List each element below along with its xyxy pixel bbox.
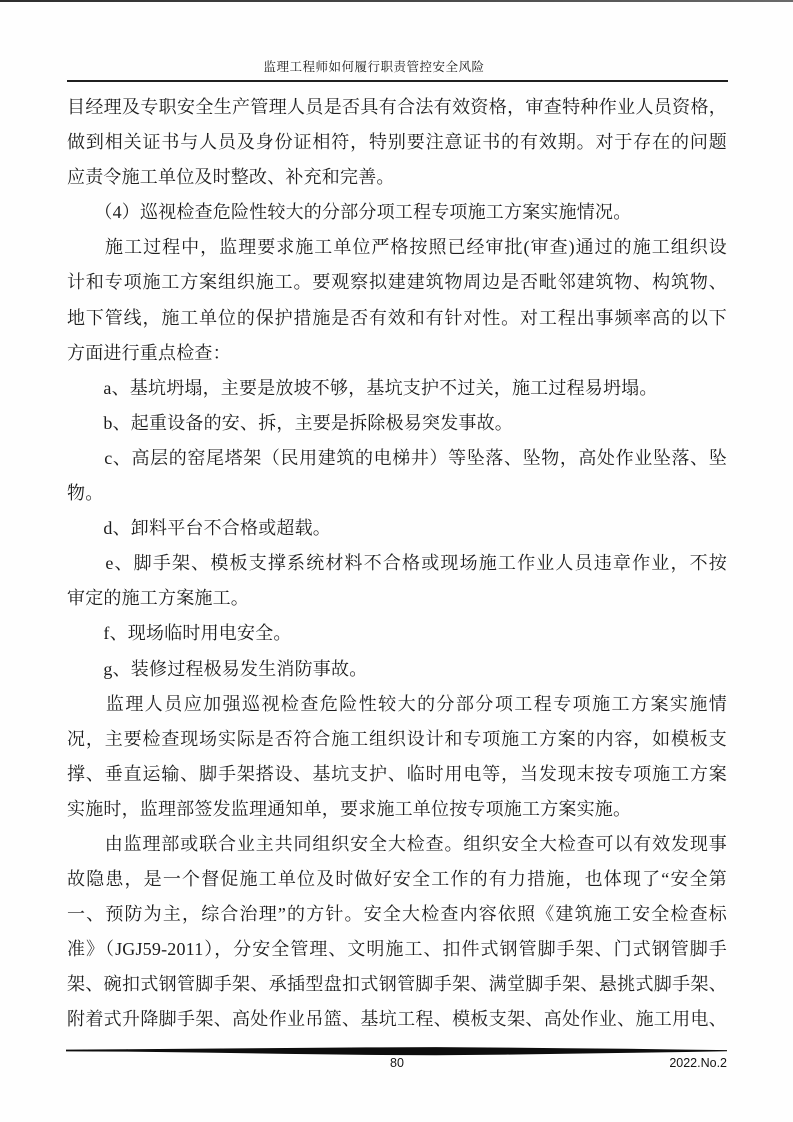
body-line-2: 做到相关证书与人员及身份证相符，特别要注意证书的有效期。对于存在的问题: [67, 132, 727, 153]
body-line-25: 准》（JGJ59-2011），分安全管理、文明施工、扣件式钢管脚手架、门式钢管脚手: [67, 939, 727, 960]
body-line-22: 由监理部或联合业主共同组织安全大检查。组织安全大检查可以有效发现事: [67, 833, 727, 854]
body-line-18: 监理人员应加强巡视检查危险性较大的分部分项工程专项施工方案实施情: [67, 693, 727, 714]
body-line-4: （4）巡视检查危险性较大的分部分项工程专项施工方案实施情况。: [67, 202, 632, 223]
body-line-24: 一、预防为主，综合治理”的方针。安全大检查内容依照《建筑施工安全检查标: [67, 904, 727, 925]
body-line-13: d、卸料平台不合格或超载。: [67, 518, 331, 539]
body-line-21: 实施时，监理部签发监理通知单，要求施工单位按专项施工方案实施。: [67, 798, 632, 819]
body-line-14: e、脚手架、模板支撑系统材料不合格或现场施工作业人员违章作业，不按: [67, 553, 727, 574]
body-line-7: 地下管线，施工单位的保护措施是否有效和有针对性。对工程出事频率高的以下: [67, 307, 727, 328]
issue-label: 2022.No.2: [669, 1056, 727, 1070]
body-line-9: a、基坑坍塌，主要是放坡不够，基坑支护不过关，施工过程易坍塌。: [67, 377, 658, 398]
body-line-8: 方面进行重点检查：: [67, 342, 231, 363]
page-number: 80: [390, 1056, 404, 1070]
header-rule: [67, 80, 728, 82]
body-line-10: b、起重设备的安、拆，主要是拆除极易突发事故。: [67, 412, 513, 433]
body-line-17: g、装修过程极易发生消防事故。: [67, 658, 368, 679]
body-line-6: 计和专项施工方案组织施工。要观察拟建建筑物周边是否毗邻建筑物、构筑物、: [67, 272, 727, 293]
body-line-20: 撑、垂直运输、脚手架搭设、基坑支护、临时用电等，当发现末按专项施工方案: [67, 763, 727, 784]
running-head: 监理工程师如何履行职责管控安全风险: [263, 60, 485, 74]
scan-edge-top: [0, 0, 793, 2]
body-text: [67, 90, 727, 1038]
body-line-5: 施工过程中，监理要求施工单位严格按照已经审批(审查)通过的施工组织设: [67, 237, 727, 258]
body-line-16: f、现场临时用电安全。: [67, 623, 292, 644]
body-line-26: 架、碗扣式钢管脚手架、承插型盘扣式钢管脚手架、满堂脚手架、悬挑式脚手架、: [67, 974, 727, 995]
footer-rule: [66, 1047, 727, 1056]
body-line-23: 故隐患，是一个督促施工单位及时做好安全工作的有力措施，也体现了“安全第: [67, 869, 727, 890]
body-line-3: 应责令施工单位及时整改、补充和完善。: [67, 167, 395, 188]
body-line-11: c、高层的窑尾塔架（民用建筑的电梯井）等坠落、坠物，高处作业坠落、坠: [67, 447, 727, 468]
body-line-27: 附着式升降脚手架、高处作业吊篮、基坑工程、模板支架、高处作业、施工用电、: [67, 1009, 727, 1030]
body-line-12: 物。: [67, 483, 104, 504]
body-line-15: 审定的施工方案施工。: [67, 588, 249, 609]
body-line-1: 目经理及专职安全生产管理人员是否具有合法有效资格，审查特种作业人员资格，: [67, 97, 727, 117]
body-line-19: 况，主要检查现场实际是否符合施工组织设计和专项施工方案的内容，如模板支: [67, 728, 727, 749]
